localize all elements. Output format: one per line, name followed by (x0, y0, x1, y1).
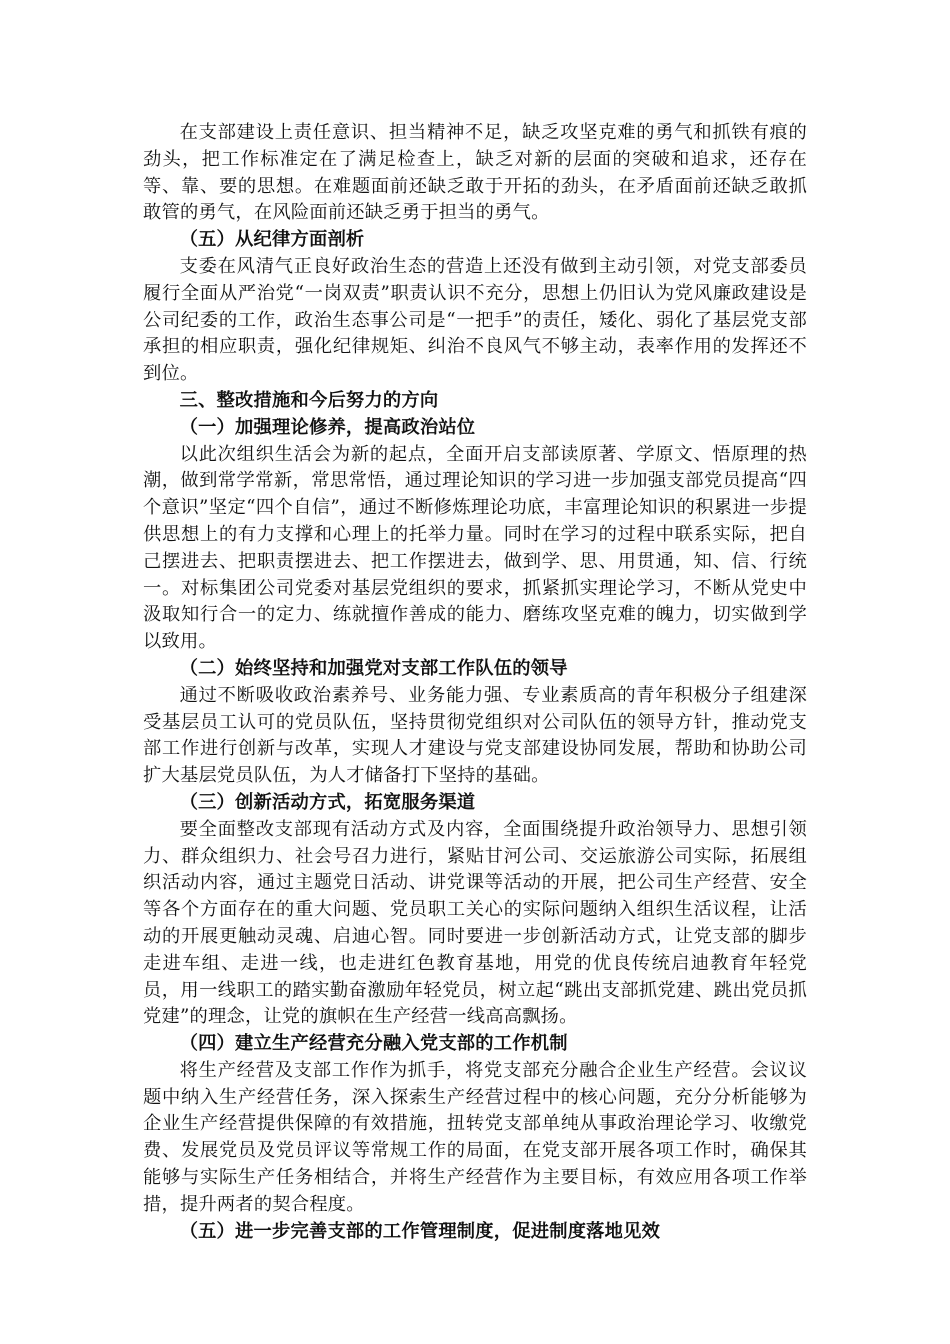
heading-innovate-activities: （三）创新活动方式，拓宽服务渠道 (179, 791, 476, 813)
heading-party-leadership: （二）始终坚持和加强党对支部工作队伍的领导 (179, 657, 568, 679)
heading-theory-cultivation: （一）加强理论修养，提高政治站位 (179, 416, 476, 438)
heading-management-system: （五）进一步完善支部的工作管理制度，促进制度落地见效 (179, 1220, 661, 1242)
heading-production-mechanism: （四）建立生产经营充分融入党支部的工作机制 (179, 1033, 568, 1055)
paragraph-production: 将生产经营及支部工作作为抓手，将党支部充分融合企业生产经营。会议议题中纳入生产经营任务，深入探索生产经营过程中的核心问题，充分分析能够为企业生产经营提供保障的有效措施，扭转党支部单纯从事政治理论学习、收缴党费、发展党员及党员评议等常规工作的局面，在党支部开展各项工作时，确保其能够与实际生产任务相结合，并将生产经营作为主要目标，有效应用各项工作举措，提升两者的契合程度。 (143, 1059, 807, 1215)
paragraph-theory: 以此次组织生活会为新的起点，全面开启支部读原著、学原文、悟原理的热潮，做到常学常新，常思常悟，通过理论知识的学习进一步加强支部党员提高“四个意识”坚定“四个自信”，通过不断修炼理论功底，丰富理论知识的积累进一步提供思想上的有力支撑和心理上的托举力量。同时在学习的过程中联系实际，把自己摆进去、把职责摆进去、把工作摆进去，做到学、思、用贯通，知、信、行统一。对标集团公司党委对基层党组织的要求，抓紧抓实理论学习，不断从党史中汲取知行合一的定力、练就擅作善成的能力、磨练攻坚克难的魄力，切实做到学以致用。 (143, 443, 807, 653)
document-page (143, 120, 807, 1245)
paragraph-activities: 要全面整改支部现有活动方式及内容，全面围绕提升政治领导力、思想引领力、群众组织力、社会号召力进行，紧贴甘河公司、交运旅游公司实际，拓展组织活动内容，通过主题党日活动、讲党课等活动的开展，把公司生产经营、安全等各个方面存在的重大问题、党员职工关心的实际问题纳入组织生活议程，让活动的开展更触动灵魂、启迪心智。同时要进一步创新活动方式，让党支部的脚步走进车组、走进一线，也走进红色教育基地，用党的优良传统启迪教育年轻党员，用一线职工的踏实勤奋激励年轻党员，树立起“跳出支部抓党建、跳出党员抓党建”的理念，让党的旗帜在生产经营一线高高飘扬。 (143, 818, 807, 1028)
paragraph-leadership: 通过不断吸收政治素养号、业务能力强、专业素质高的青年积极分子组建深受基层员工认可的党员队伍，坚持贯彻党组织对公司队伍的领导方针，推动党支部工作进行创新与改革，实现人才建设与党支部建设协同发展，帮助和协助公司扩大基层党员队伍，为人才储备打下坚持的基础。 (143, 684, 807, 787)
paragraph-discipline: 支委在风清气正良好政治生态的营造上还没有做到主动引领，对党支部委员履行全面从严治党“一岗双责”职责认识不充分，思想上仍旧认为党风廉政建设是公司纪委的工作，政治生态事公司是“一把手”的责任，矮化、弱化了基层党支部承担的相应职责，强化纪律规矩、纠治不良风气不够主动，表率作用的发挥还不到位。 (143, 255, 807, 385)
heading-discipline-analysis: （五）从纪律方面剖析 (179, 229, 365, 251)
heading-section-three: 三、整改措施和今后努力的方向 (179, 389, 439, 411)
paragraph-responsibility: 在支部建设上责任意识、担当精神不足，缺乏攻坚克难的勇气和抓铁有痕的劲头，把工作标准定在了满足检查上，缺乏对新的层面的突破和追求，还存在等、靠、要的思想。在难题面前还缺乏敢于开拓的劲头，在矛盾面前还缺乏敢抓敢管的勇气，在风险面前还缺乏勇于担当的勇气。 (143, 122, 807, 224)
